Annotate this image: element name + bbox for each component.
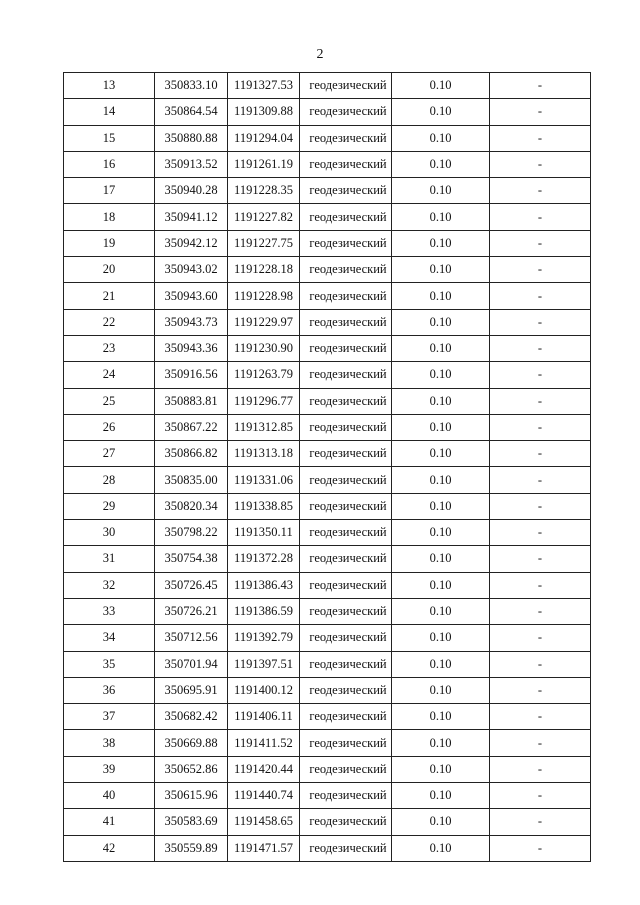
table-row xyxy=(64,730,591,756)
point-number-cell: 31 xyxy=(64,546,155,572)
coordinate-y-cell: 1191227.82 xyxy=(228,204,300,230)
coordinate-x-cell: 350754.38 xyxy=(155,546,228,572)
method-cell: геодезический xyxy=(300,309,392,335)
coordinate-y-cell: 1191392.79 xyxy=(228,625,300,651)
table-row xyxy=(64,73,591,99)
method-cell: геодезический xyxy=(300,414,392,440)
coordinate-y-cell: 1191309.88 xyxy=(228,99,300,125)
accuracy-cell: 0.10 xyxy=(392,783,490,809)
accuracy-cell: 0.10 xyxy=(392,704,490,730)
method-cell: геодезический xyxy=(300,204,392,230)
point-number-cell: 18 xyxy=(64,204,155,230)
coordinate-y-cell: 1191228.18 xyxy=(228,257,300,283)
method-cell: геодезический xyxy=(300,546,392,572)
point-number-cell: 22 xyxy=(64,309,155,335)
method-cell: геодезический xyxy=(300,835,392,861)
note-cell: - xyxy=(490,493,591,519)
coordinate-x-cell: 350712.56 xyxy=(155,625,228,651)
method-cell: геодезический xyxy=(300,441,392,467)
method-cell: геодезический xyxy=(300,73,392,99)
point-number-cell: 36 xyxy=(64,677,155,703)
coordinate-x-cell: 350682.42 xyxy=(155,704,228,730)
point-number-cell: 25 xyxy=(64,388,155,414)
table-row xyxy=(64,572,591,598)
table-row xyxy=(64,756,591,782)
coordinate-y-cell: 1191420.44 xyxy=(228,756,300,782)
coordinate-y-cell: 1191372.28 xyxy=(228,546,300,572)
point-number-cell: 21 xyxy=(64,283,155,309)
table-row xyxy=(64,651,591,677)
method-cell: геодезический xyxy=(300,651,392,677)
accuracy-cell: 0.10 xyxy=(392,125,490,151)
page-number: 2 xyxy=(316,47,324,62)
note-cell: - xyxy=(490,677,591,703)
coordinate-x-cell: 350883.81 xyxy=(155,388,228,414)
coordinate-x-cell: 350867.22 xyxy=(155,414,228,440)
coordinates-table xyxy=(63,72,591,862)
point-number-cell: 41 xyxy=(64,809,155,835)
note-cell: - xyxy=(490,546,591,572)
coordinate-y-cell: 1191386.59 xyxy=(228,598,300,624)
coordinate-x-cell: 350559.89 xyxy=(155,835,228,861)
point-number-cell: 19 xyxy=(64,230,155,256)
note-cell: - xyxy=(490,362,591,388)
note-cell: - xyxy=(490,230,591,256)
coordinate-y-cell: 1191229.97 xyxy=(228,309,300,335)
accuracy-cell: 0.10 xyxy=(392,441,490,467)
method-cell: геодезический xyxy=(300,335,392,361)
coordinates-table-body xyxy=(64,73,591,862)
accuracy-cell: 0.10 xyxy=(392,362,490,388)
accuracy-cell: 0.10 xyxy=(392,99,490,125)
accuracy-cell: 0.10 xyxy=(392,414,490,440)
coordinate-y-cell: 1191458.65 xyxy=(228,809,300,835)
table-row xyxy=(64,151,591,177)
method-cell: геодезический xyxy=(300,362,392,388)
coordinate-y-cell: 1191386.43 xyxy=(228,572,300,598)
method-cell: геодезический xyxy=(300,730,392,756)
note-cell: - xyxy=(490,730,591,756)
table-row xyxy=(64,625,591,651)
point-number-cell: 23 xyxy=(64,335,155,361)
note-cell: - xyxy=(490,283,591,309)
coordinate-x-cell: 350695.91 xyxy=(155,677,228,703)
method-cell: геодезический xyxy=(300,283,392,309)
accuracy-cell: 0.10 xyxy=(392,309,490,335)
coordinate-x-cell: 350726.21 xyxy=(155,598,228,624)
point-number-cell: 20 xyxy=(64,257,155,283)
method-cell: геодезический xyxy=(300,257,392,283)
accuracy-cell: 0.10 xyxy=(392,283,490,309)
method-cell: геодезический xyxy=(300,677,392,703)
note-cell: - xyxy=(490,835,591,861)
coordinate-y-cell: 1191228.35 xyxy=(228,178,300,204)
accuracy-cell: 0.10 xyxy=(392,178,490,204)
note-cell: - xyxy=(490,572,591,598)
note-cell: - xyxy=(490,335,591,361)
accuracy-cell: 0.10 xyxy=(392,520,490,546)
point-number-cell: 40 xyxy=(64,783,155,809)
method-cell: геодезический xyxy=(300,572,392,598)
coordinate-x-cell: 350726.45 xyxy=(155,572,228,598)
coordinate-y-cell: 1191327.53 xyxy=(228,73,300,99)
coordinate-x-cell: 350940.28 xyxy=(155,178,228,204)
coordinate-y-cell: 1191312.85 xyxy=(228,414,300,440)
coordinate-y-cell: 1191471.57 xyxy=(228,835,300,861)
coordinate-y-cell: 1191400.12 xyxy=(228,677,300,703)
coordinate-x-cell: 350943.02 xyxy=(155,257,228,283)
point-number-cell: 14 xyxy=(64,99,155,125)
note-cell: - xyxy=(490,625,591,651)
point-number-cell: 35 xyxy=(64,651,155,677)
coordinate-x-cell: 350880.88 xyxy=(155,125,228,151)
table-row xyxy=(64,493,591,519)
accuracy-cell: 0.10 xyxy=(392,388,490,414)
coordinate-x-cell: 350615.96 xyxy=(155,783,228,809)
note-cell: - xyxy=(490,73,591,99)
method-cell: геодезический xyxy=(300,125,392,151)
accuracy-cell: 0.10 xyxy=(392,625,490,651)
table-row xyxy=(64,677,591,703)
accuracy-cell: 0.10 xyxy=(392,835,490,861)
method-cell: геодезический xyxy=(300,151,392,177)
coordinate-y-cell: 1191261.19 xyxy=(228,151,300,177)
table-row xyxy=(64,441,591,467)
coordinate-x-cell: 350866.82 xyxy=(155,441,228,467)
accuracy-cell: 0.10 xyxy=(392,467,490,493)
coordinate-y-cell: 1191397.51 xyxy=(228,651,300,677)
accuracy-cell: 0.10 xyxy=(392,335,490,361)
note-cell: - xyxy=(490,257,591,283)
point-number-cell: 13 xyxy=(64,73,155,99)
accuracy-cell: 0.10 xyxy=(392,151,490,177)
table-row xyxy=(64,309,591,335)
note-cell: - xyxy=(490,309,591,335)
point-number-cell: 30 xyxy=(64,520,155,546)
point-number-cell: 26 xyxy=(64,414,155,440)
point-number-cell: 39 xyxy=(64,756,155,782)
table-row xyxy=(64,362,591,388)
point-number-cell: 24 xyxy=(64,362,155,388)
table-row xyxy=(64,230,591,256)
coordinate-x-cell: 350916.56 xyxy=(155,362,228,388)
accuracy-cell: 0.10 xyxy=(392,230,490,256)
method-cell: геодезический xyxy=(300,99,392,125)
accuracy-cell: 0.10 xyxy=(392,572,490,598)
method-cell: геодезический xyxy=(300,520,392,546)
coordinate-x-cell: 350942.12 xyxy=(155,230,228,256)
coordinate-x-cell: 350943.60 xyxy=(155,283,228,309)
point-number-cell: 37 xyxy=(64,704,155,730)
coordinate-y-cell: 1191296.77 xyxy=(228,388,300,414)
coordinate-y-cell: 1191228.98 xyxy=(228,283,300,309)
accuracy-cell: 0.10 xyxy=(392,756,490,782)
accuracy-cell: 0.10 xyxy=(392,204,490,230)
accuracy-cell: 0.10 xyxy=(392,257,490,283)
coordinate-x-cell: 350798.22 xyxy=(155,520,228,546)
note-cell: - xyxy=(490,467,591,493)
coordinate-y-cell: 1191230.90 xyxy=(228,335,300,361)
table-row xyxy=(64,520,591,546)
coordinate-y-cell: 1191411.52 xyxy=(228,730,300,756)
coordinate-y-cell: 1191227.75 xyxy=(228,230,300,256)
note-cell: - xyxy=(490,598,591,624)
point-number-cell: 42 xyxy=(64,835,155,861)
point-number-cell: 27 xyxy=(64,441,155,467)
accuracy-cell: 0.10 xyxy=(392,546,490,572)
note-cell: - xyxy=(490,204,591,230)
table-row xyxy=(64,99,591,125)
table-row xyxy=(64,835,591,861)
point-number-cell: 17 xyxy=(64,178,155,204)
table-row xyxy=(64,125,591,151)
point-number-cell: 34 xyxy=(64,625,155,651)
coordinate-y-cell: 1191263.79 xyxy=(228,362,300,388)
note-cell: - xyxy=(490,783,591,809)
note-cell: - xyxy=(490,756,591,782)
coordinate-y-cell: 1191350.11 xyxy=(228,520,300,546)
method-cell: геодезический xyxy=(300,704,392,730)
note-cell: - xyxy=(490,388,591,414)
note-cell: - xyxy=(490,414,591,440)
point-number-cell: 33 xyxy=(64,598,155,624)
method-cell: геодезический xyxy=(300,809,392,835)
coordinate-x-cell: 350583.69 xyxy=(155,809,228,835)
method-cell: геодезический xyxy=(300,467,392,493)
coordinate-x-cell: 350943.36 xyxy=(155,335,228,361)
table-row xyxy=(64,414,591,440)
note-cell: - xyxy=(490,151,591,177)
point-number-cell: 28 xyxy=(64,467,155,493)
coordinate-x-cell: 350943.73 xyxy=(155,309,228,335)
note-cell: - xyxy=(490,704,591,730)
note-cell: - xyxy=(490,651,591,677)
method-cell: геодезический xyxy=(300,493,392,519)
note-cell: - xyxy=(490,178,591,204)
coordinate-y-cell: 1191440.74 xyxy=(228,783,300,809)
table-row xyxy=(64,283,591,309)
note-cell: - xyxy=(490,520,591,546)
table-row xyxy=(64,546,591,572)
table-row xyxy=(64,388,591,414)
note-cell: - xyxy=(490,99,591,125)
table-row xyxy=(64,178,591,204)
coordinate-y-cell: 1191406.11 xyxy=(228,704,300,730)
note-cell: - xyxy=(490,125,591,151)
accuracy-cell: 0.10 xyxy=(392,598,490,624)
accuracy-cell: 0.10 xyxy=(392,809,490,835)
coordinate-x-cell: 350669.88 xyxy=(155,730,228,756)
table-row xyxy=(64,335,591,361)
point-number-cell: 16 xyxy=(64,151,155,177)
table-row xyxy=(64,467,591,493)
accuracy-cell: 0.10 xyxy=(392,677,490,703)
coordinate-x-cell: 350941.12 xyxy=(155,204,228,230)
note-cell: - xyxy=(490,441,591,467)
coordinate-x-cell: 350835.00 xyxy=(155,467,228,493)
table-row xyxy=(64,783,591,809)
coordinate-x-cell: 350913.52 xyxy=(155,151,228,177)
point-number-cell: 29 xyxy=(64,493,155,519)
table-row xyxy=(64,598,591,624)
point-number-cell: 32 xyxy=(64,572,155,598)
method-cell: геодезический xyxy=(300,625,392,651)
method-cell: геодезический xyxy=(300,178,392,204)
method-cell: геодезический xyxy=(300,388,392,414)
coordinate-x-cell: 350864.54 xyxy=(155,99,228,125)
coordinate-x-cell: 350652.86 xyxy=(155,756,228,782)
method-cell: геодезический xyxy=(300,598,392,624)
table-row xyxy=(64,257,591,283)
coordinate-y-cell: 1191294.04 xyxy=(228,125,300,151)
point-number-cell: 15 xyxy=(64,125,155,151)
coordinate-y-cell: 1191313.18 xyxy=(228,441,300,467)
accuracy-cell: 0.10 xyxy=(392,651,490,677)
accuracy-cell: 0.10 xyxy=(392,493,490,519)
table-row xyxy=(64,204,591,230)
coordinate-x-cell: 350820.34 xyxy=(155,493,228,519)
method-cell: геодезический xyxy=(300,783,392,809)
point-number-cell: 38 xyxy=(64,730,155,756)
table-row xyxy=(64,809,591,835)
note-cell: - xyxy=(490,809,591,835)
table-row xyxy=(64,704,591,730)
coordinate-y-cell: 1191331.06 xyxy=(228,467,300,493)
method-cell: геодезический xyxy=(300,756,392,782)
coordinate-x-cell: 350701.94 xyxy=(155,651,228,677)
method-cell: геодезический xyxy=(300,230,392,256)
accuracy-cell: 0.10 xyxy=(392,73,490,99)
coordinate-x-cell: 350833.10 xyxy=(155,73,228,99)
accuracy-cell: 0.10 xyxy=(392,730,490,756)
coordinate-y-cell: 1191338.85 xyxy=(228,493,300,519)
